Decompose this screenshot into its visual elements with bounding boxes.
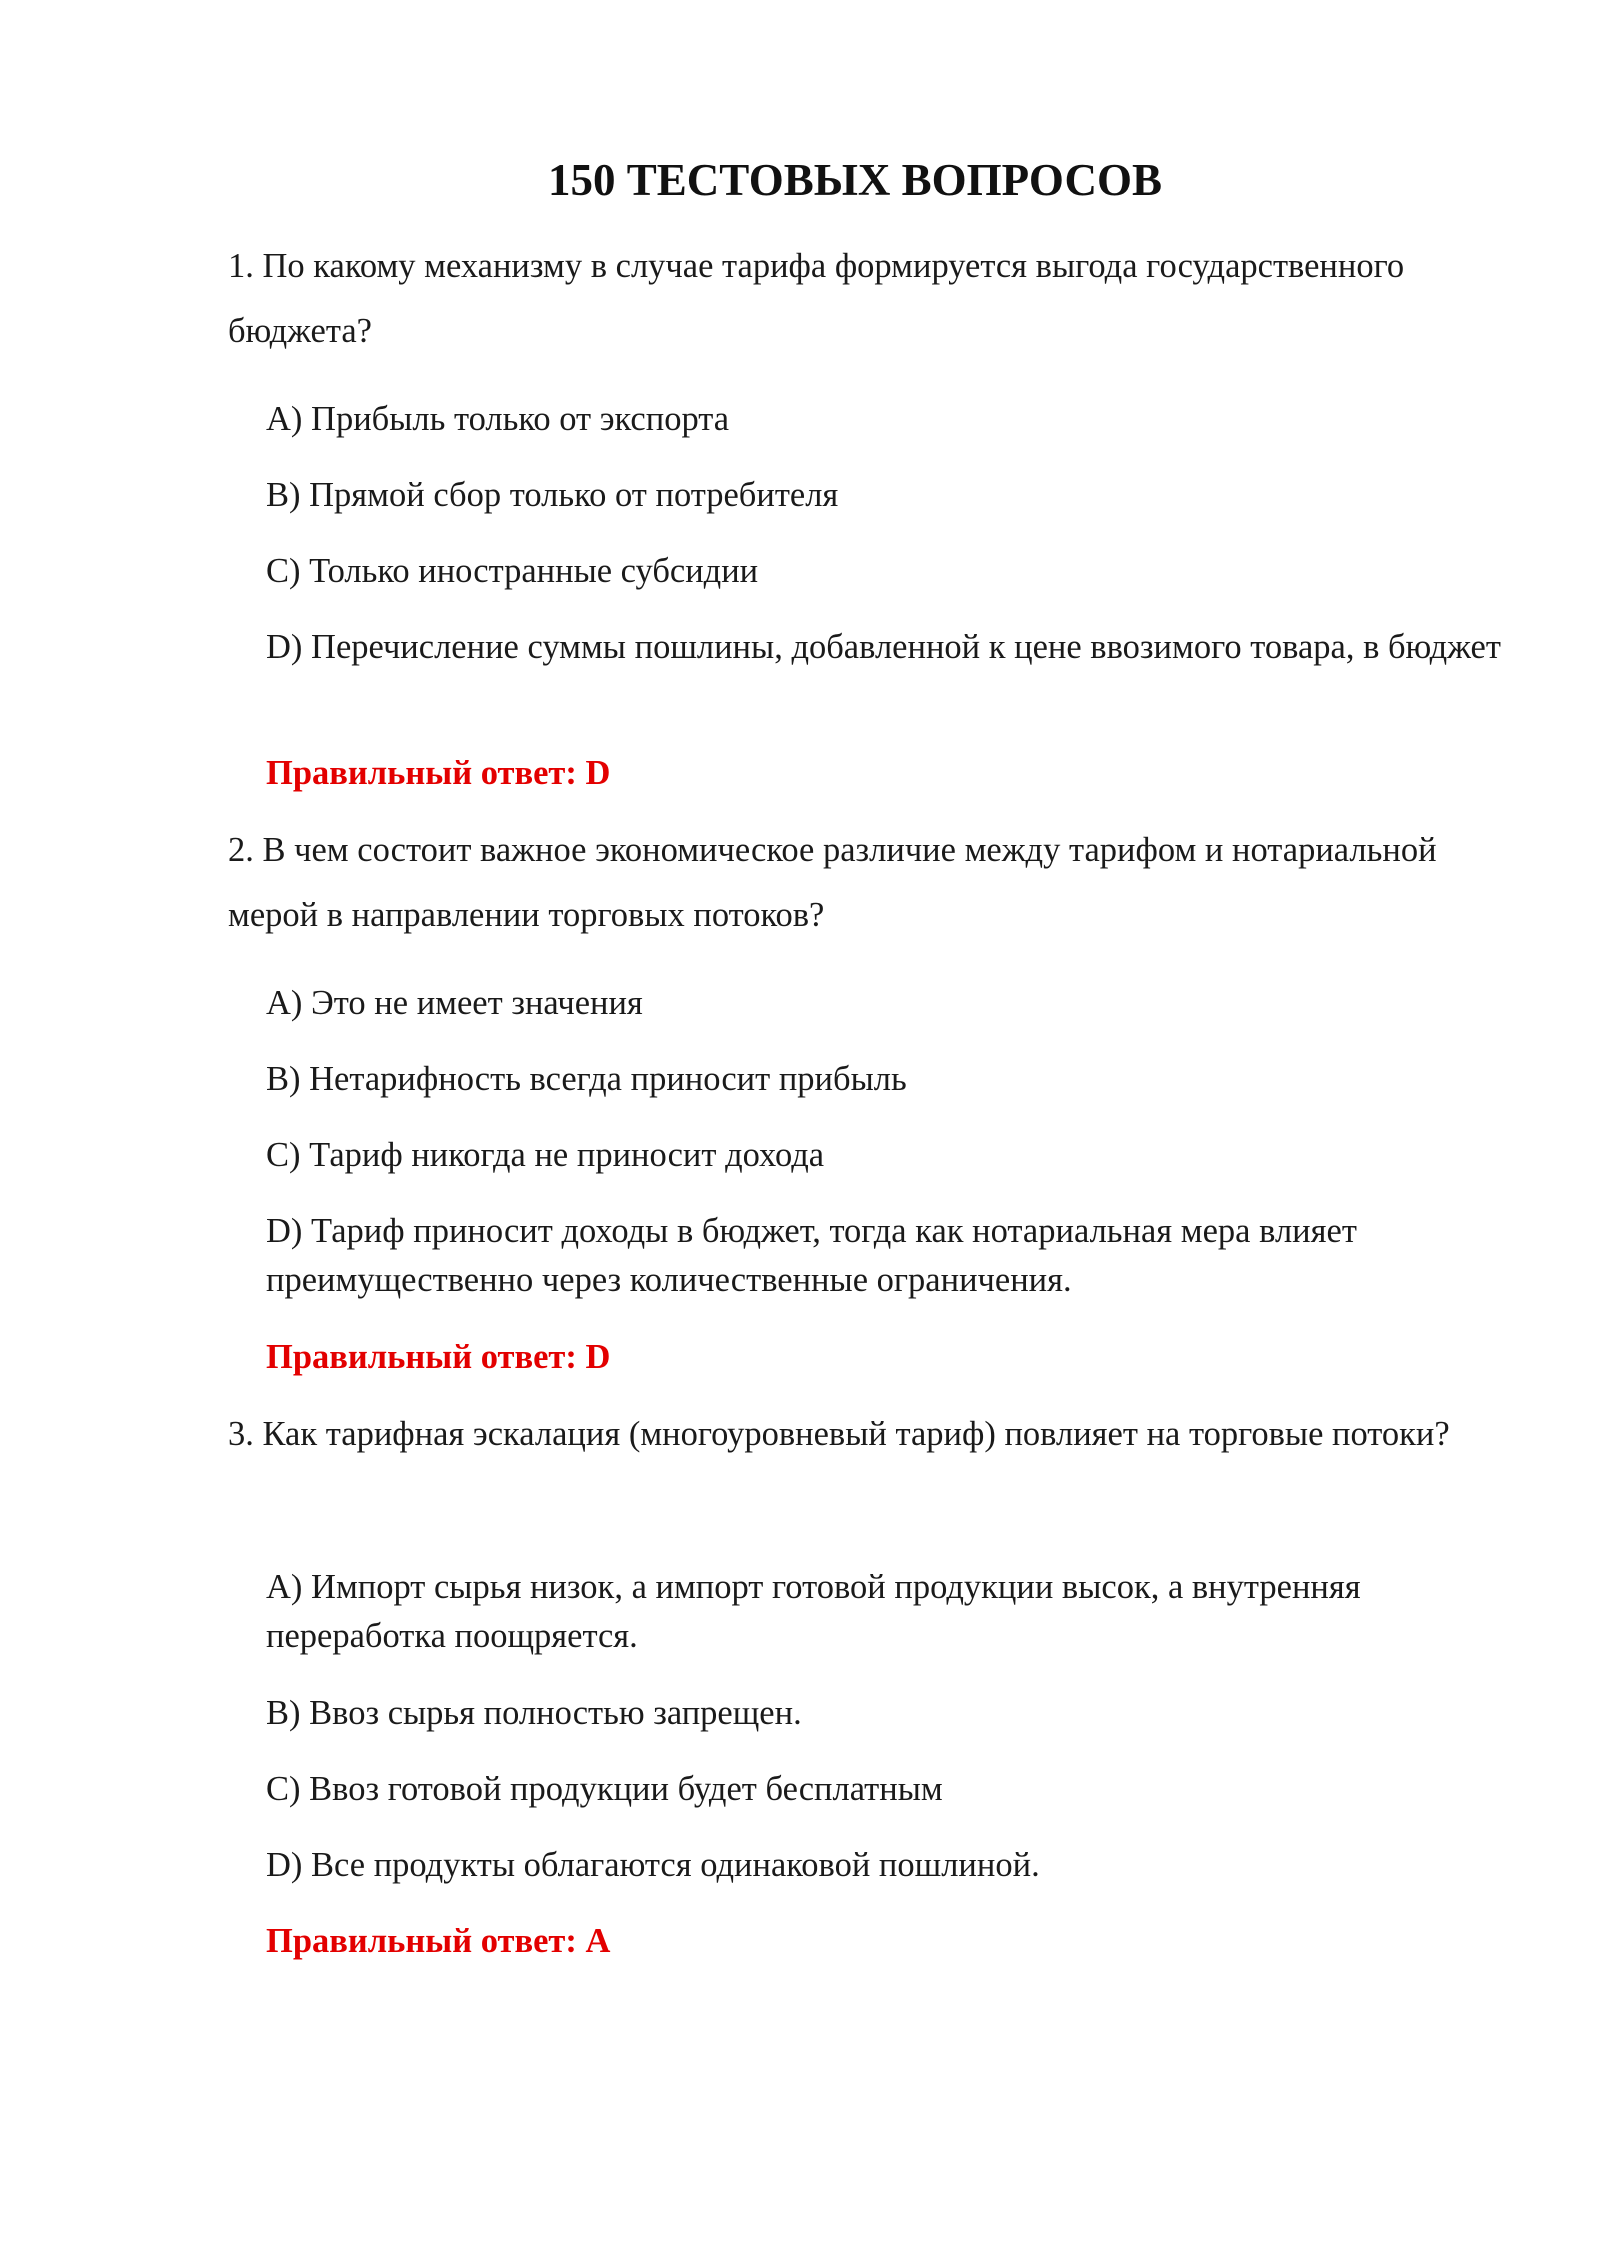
question-1-answer: Правильный ответ: D [266,754,611,792]
question-2-option-c: C) Тариф никогда не приносит дохода [266,1136,825,1174]
question-1-text: 1. По какому механизму в случае тарифа формируется выгода государственного бюджета? [228,247,1405,350]
question-2-option-b: B) Нетарифность всегда приносит прибыль [266,1060,907,1098]
question-1-option-b: B) Прямой сбор только от потребителя [266,476,839,514]
question-2-option-d: D) Тариф приносит доходы в бюджет, тогда как нотариальная мера влияет преимущественно через количественные ограничения. [266,1212,1357,1299]
question-1-option-d: D) Перечисление суммы пошлины, добавленной к цене ввозимого товара, в бюджет [266,628,1501,666]
question-1-option-c: C) Только иностранные субсидии [266,552,759,590]
question-3-option-a: A) Импорт сырья низок, а импорт готовой продукции высок, а внутренняя переработка поощряется. [266,1568,1361,1655]
question-1-option-a: A) Прибыль только от экспорта [266,400,730,438]
question-3-option-b: B) Ввоз сырья полностью запрещен. [266,1694,802,1732]
question-3-option-c: C) Ввоз готовой продукции будет бесплатным [266,1770,943,1808]
question-2-answer: Правильный ответ: D [266,1338,611,1376]
question-2-text: 2. В чем состоит важное экономическое различие между тарифом и нотариальной мерой в направлении торговых потоков? [228,831,1437,934]
document-title: 150 ТЕСТОВЫХ ВОПРОСОВ [548,155,1162,205]
question-3-answer: Правильный ответ: A [266,1922,611,1960]
question-2-option-a: A) Это не имеет значения [266,984,643,1022]
question-3-text: 3. Как тарифная эскалация (многоуровневый тариф) повлияет на торговые потоки? [228,1415,1450,1453]
question-3-option-d: D) Все продукты облагаются одинаковой пошлиной. [266,1846,1040,1884]
